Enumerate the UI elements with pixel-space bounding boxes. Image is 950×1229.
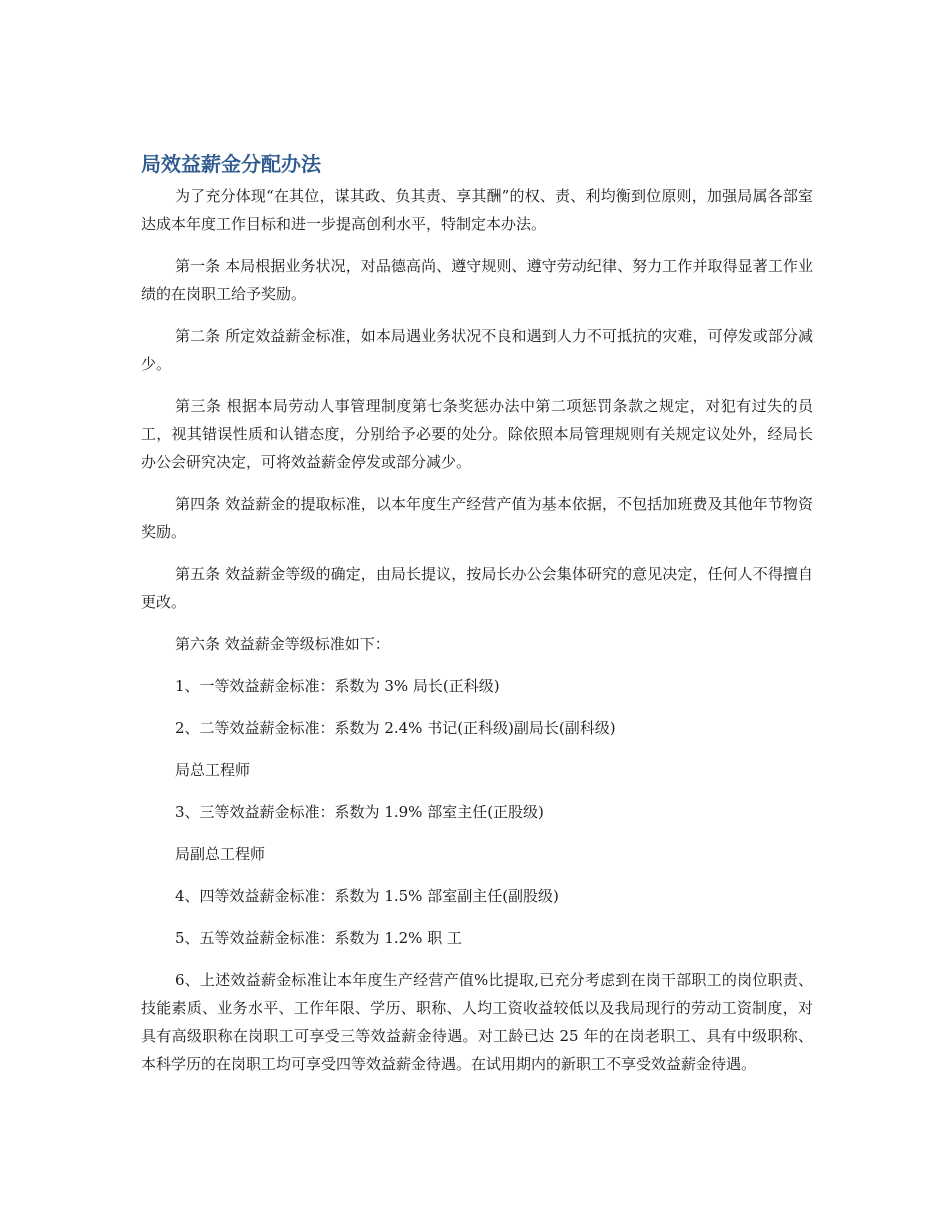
paragraph-article-3: 第三条 根据本局劳动人事管理制度第七条奖惩办法中第二项惩罚条款之规定，对犯有过失的员工，视其错误性质和认错态度，分别给予必要的处分。除依照本局管理规则有关规定议处外，经局长办公会研究决定，可将效益薪金停发或部分减少。 [141, 397, 813, 471]
document-page [141, 150, 813, 1092]
list-item-grade-3-extra: 局副总工程师 [175, 845, 266, 863]
paragraph-article-1: 第一条 本局根据业务状况，对品德高尚、遵守规则、遵守劳动纪律、努力工作并取得显著工作业绩的在岗职工给予奖励。 [141, 257, 813, 303]
paragraph-intro: 为了充分体现“在其位，谋其政、负其责、享其酬”的权、责、利均衡到位原则，加强局属各部室达成本年度工作目标和进一步提高创利水平，特制定本办法。 [141, 187, 813, 233]
list-item-grade-2: 2、二等效益薪金标准：系数为 2.4% 书记(正科级)副局长(副科级) [175, 719, 616, 737]
list-item-grade-5: 5、五等效益薪金标准：系数为 1.2% 职 工 [175, 929, 462, 947]
list-item-grade-3: 3、三等效益薪金标准：系数为 1.9% 部室主任(正股级) [175, 803, 544, 821]
paragraph-article-4: 第四条 效益薪金的提取标准，以本年度生产经营产值为基本依据，不包括加班费及其他年节物资奖励。 [141, 495, 813, 541]
document-title: 局效益薪金分配办法 [141, 152, 321, 176]
paragraph-article-2: 第二条 所定效益薪金标准，如本局遇业务状况不良和遇到人力不可抵抗的灾难，可停发或部分减少。 [141, 327, 813, 373]
list-item-grade-1: 1、一等效益薪金标准：系数为 3% 局长(正科级) [175, 677, 500, 695]
list-item-note-6: 6、上述效益薪金标准让本年度生产经营产值%比提取,已充分考虑到在岗干部职工的岗位职责、技能素质、业务水平、工作年限、学历、职称、人均工资收益较低以及我局现行的劳动工资制度，对具有高级职称在岗职工可享受三等效益薪金待遇。对工龄已达 25 年的在岗老职工、具有中级职称、本科学历的在岗职工均可享受四等效益薪金待遇。在试用期内的新职工不享受效益薪金待遇。 [141, 971, 813, 1073]
list-item-grade-4: 4、四等效益薪金标准：系数为 1.5% 部室副主任(副股级) [175, 887, 559, 905]
paragraph-article-6: 第六条 效益薪金等级标准如下： [175, 635, 390, 653]
list-item-grade-2-extra: 局总工程师 [175, 761, 251, 779]
paragraph-article-5: 第五条 效益薪金等级的确定，由局长提议，按局长办公会集体研究的意见决定，任何人不得擅自更改。 [141, 565, 813, 611]
